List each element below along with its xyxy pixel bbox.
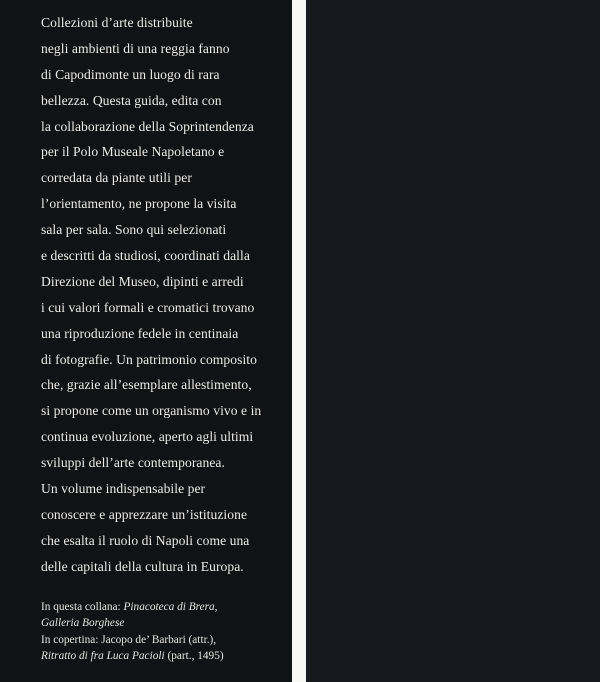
blurb-line: di fotografie. Un patrimonio composito [41,351,257,367]
blurb-line: bellezza. Questa guida, edita con [41,92,222,108]
blurb-line: sala per sala. Sono qui selezionati [41,222,227,238]
series-title-2: Galleria Borghese [41,617,125,630]
series-label: In questa collana: [41,601,124,613]
blurb-line: che esalta il ruolo di Napoli come una [41,532,250,548]
blurb-line: corredata da piante utili per [41,170,192,186]
cover-credit-line [41,632,286,648]
blurb-line: i cui valori formali e cromatici trovano [41,299,255,315]
blurb-line: che, grazie all’esemplare allestimento, [41,377,252,393]
blurb-text [41,10,286,580]
blurb-line: di Capodimonte un luogo di rara [41,66,220,82]
blurb-line: si propone come un organismo vivo e in [41,403,262,419]
blurb-line: e descritti da studiosi, coordinati dalla [41,248,250,264]
blurb-line: Un volume indispensabile per [41,481,206,497]
cover-title: Ritratto di fra Luca Pacioli [41,650,165,663]
blurb-line: continua evoluzione, aperto agli ultimi [41,429,254,445]
blurb-line: delle capitali della cultura in Europa. [41,558,244,574]
colophon [41,599,286,665]
blurb-line: Collezioni d’arte distribuite [41,15,193,30]
cover-label: In copertina: Jacopo de’ Barbari (attr.), [41,633,217,646]
series-title-1: Pinacoteca di Brera, [123,601,218,613]
blurb-line: Direzione del Museo, dipinti e arredi [41,273,244,289]
blurb-line: la collaborazione della Soprintendenza [41,118,254,134]
cover-note: (part., 1495) [164,650,224,663]
blurb-line: una riproduzione fedele in centinaia [41,325,239,341]
blurb-line: conoscere e apprezzare un’istituzione [41,506,248,522]
blurb-line: l’orientamento, ne propone la visita [41,196,237,212]
dark-cover-panel [306,0,600,682]
white-divider [292,0,306,682]
cover-title-line [41,648,286,664]
blurb-line: negli ambienti di una reggia fanno [41,40,230,56]
blurb-line: per il Polo Museale Napoletano e [41,144,225,160]
series-line [41,599,286,615]
blurb-line: sviluppi dell’arte contemporanea. [41,455,225,471]
series-line-2 [41,615,286,631]
inside-flap [0,0,292,682]
